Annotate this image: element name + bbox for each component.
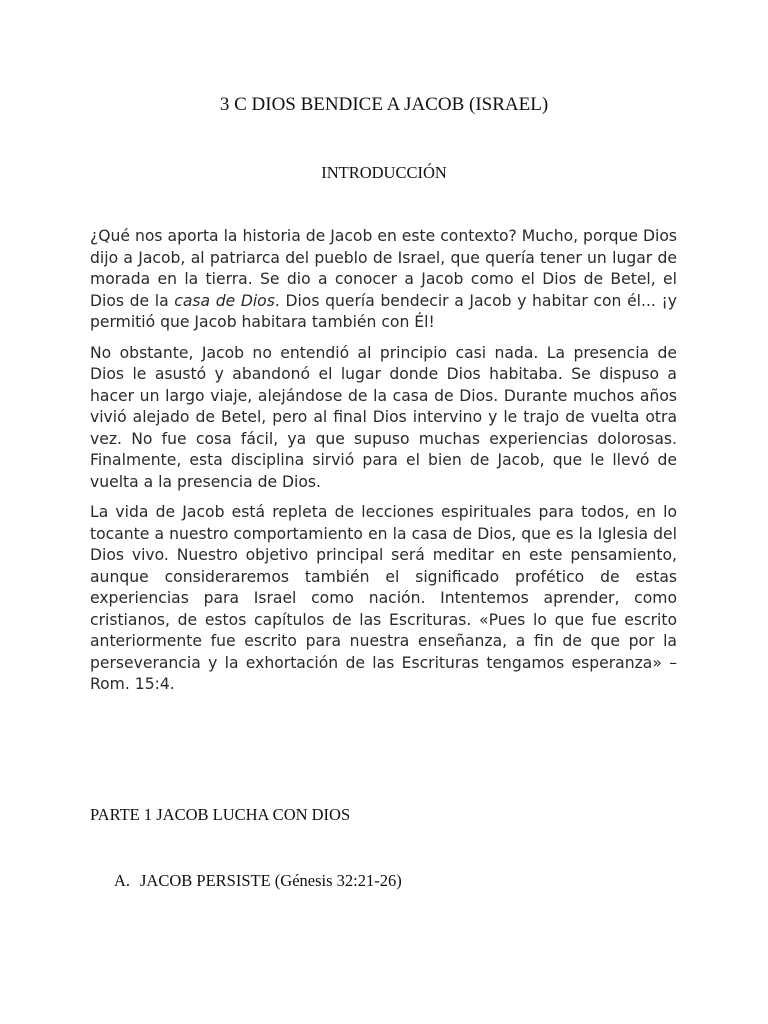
section-a-label: JACOB PERSISTE (Génesis 32:21-26): [140, 871, 402, 890]
section-a-heading: [114, 871, 402, 891]
document-title: 3 C DIOS BENDICE A JACOB (ISRAEL): [219, 94, 549, 115]
paragraph-2: No obstante, Jacob no entendió al principio casi nada. La presencia de Dios le asustó y abandonó el lugar donde Dios habitaba. Se dispuso a hacer un largo viaje, alejándose de la casa de Dios. Durante muchos años vivió alejado de Betel, pero al final Dios intervino y le trajo de vuelta otra vez. No fue cosa fácil, ya que supuso muchas experiencias dolorosas. Finalmente, esta disciplina sirvió para el bien de Jacob, que le llevó de vuelta a la presencia de Dios.: [90, 343, 677, 491]
introduction-body: [90, 226, 677, 705]
paragraph-1: [90, 226, 677, 334]
paragraph-1-text-start: ¿Qué nos aporta la historia de Jacob en este contexto? Mucho, porque Dios dijo a Jacob, al patriarca del pueblo de Israel, que quería tener un lugar de morada en la tierra. Se dio a conocer a Jacob como el Dios de Betel, el Dios de la: [90, 227, 677, 310]
section-a-marker: A.: [114, 871, 131, 890]
part-1-heading: PARTE 1 JACOB LUCHA CON DIOS: [90, 805, 351, 824]
paragraph-1-text-end: . Dios quería bendecir a Jacob y habitar con él... ¡y permitió que Jacob habitara también con Él!: [90, 291, 677, 331]
paragraph-1-emphasis: casa de Dios: [174, 291, 275, 310]
introduction-heading: INTRODUCCIÓN: [321, 163, 447, 182]
paragraph-3: La vida de Jacob está repleta de lecciones espirituales para todos, en lo tocante a nuestro comportamiento en la casa de Dios, que es la Iglesia del Dios vivo. Nuestro objetivo principal será meditar en este pensamiento, aunque consideraremos también el significado profético de estas experiencias para Israel como nación. Intentemos aprender, como cristianos, de estos capítulos de las Escrituras. «Pues lo que fue escrito anteriormente fue escrito para nuestra enseñanza, a fin de que por la perseverancia y la exhortación de las Escrituras tengamos esperanza» –Rom. 15:4.: [90, 503, 677, 693]
